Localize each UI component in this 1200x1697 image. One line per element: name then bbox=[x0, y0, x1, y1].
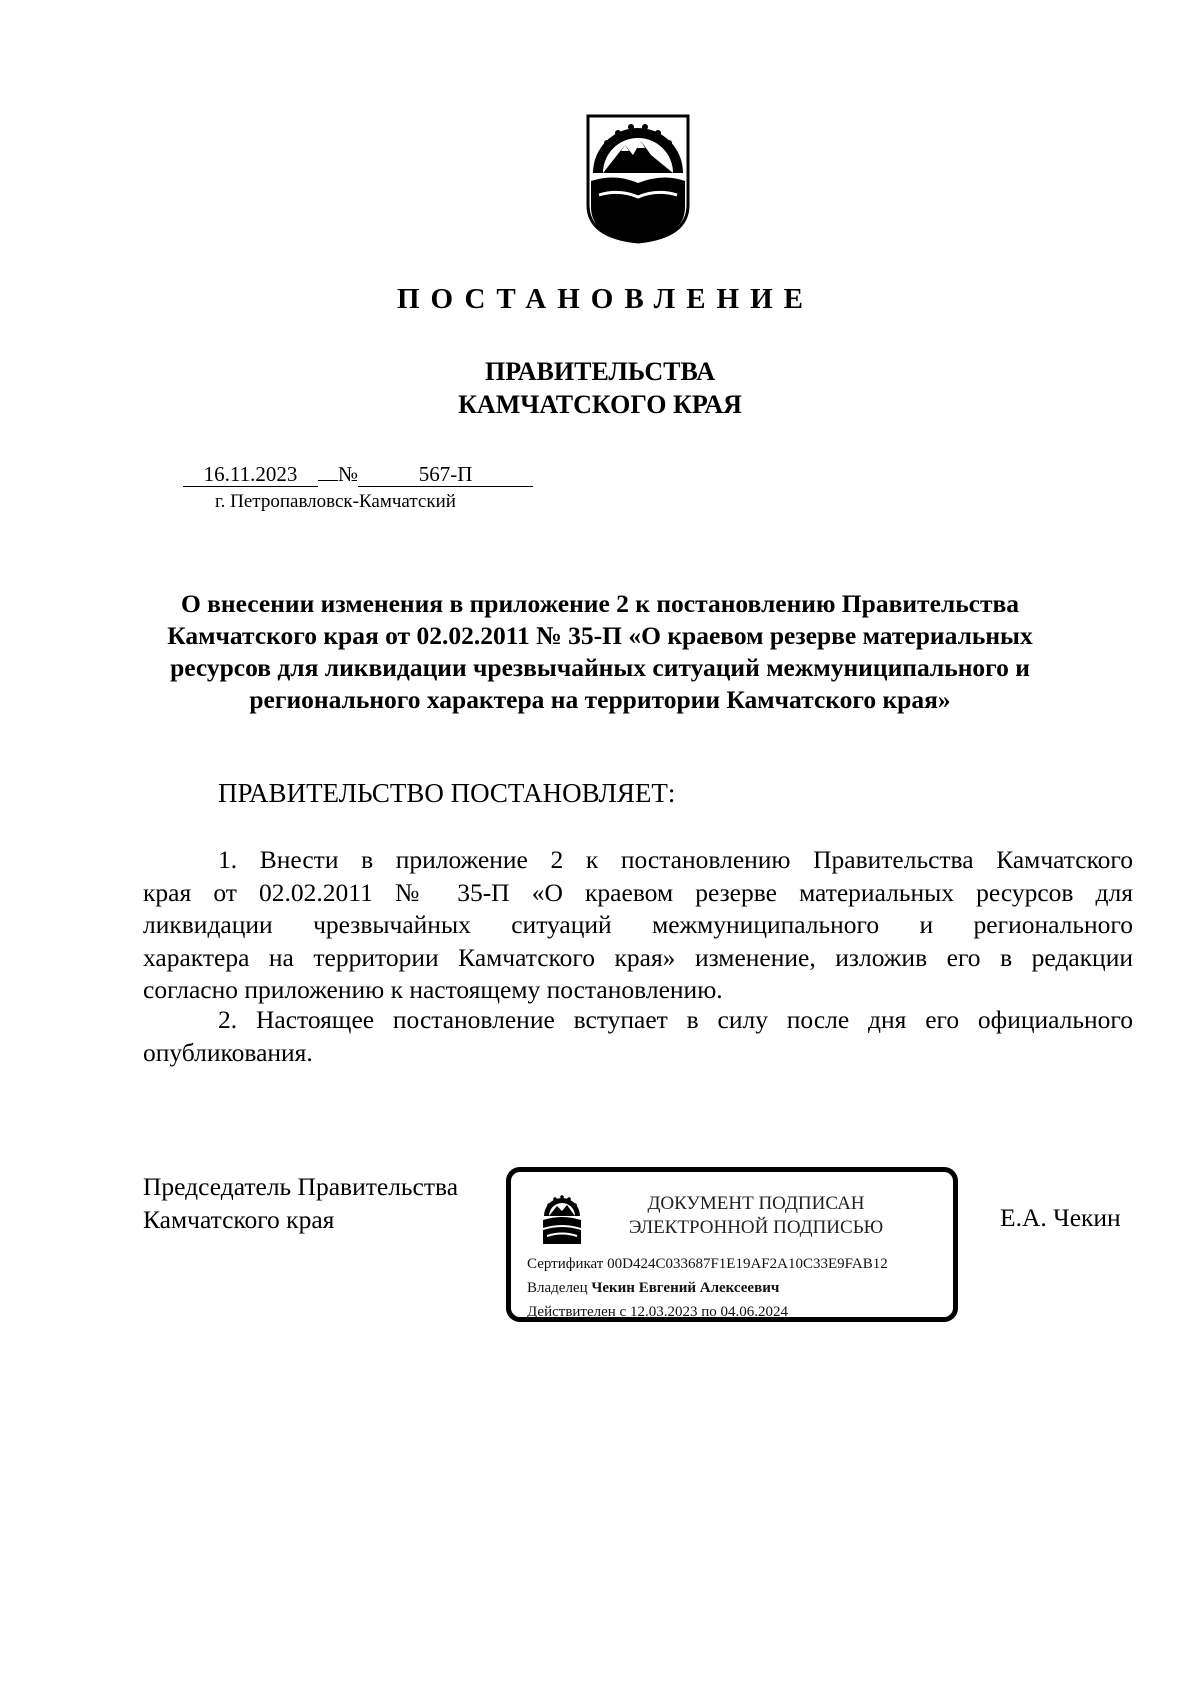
valid-from-label: Действителен с bbox=[527, 1304, 627, 1320]
owner-value: Чекин Евгений Алексеевич bbox=[591, 1280, 780, 1296]
paragraph-line: края от 02.02.2011 № 35-П «О краевом резерве материальных ресурсов для bbox=[143, 877, 1133, 907]
paragraph-line: характера на территории Камчатского края» изменение, изложив его в редакции bbox=[143, 942, 1133, 972]
stamp-emblem-icon bbox=[541, 1192, 583, 1246]
stamp-details bbox=[527, 1252, 888, 1324]
authority-line-2: КАМЧАТСКОГО КРАЯ bbox=[458, 390, 742, 419]
validity-row bbox=[527, 1300, 888, 1324]
authority-line-1: ПРАВИТЕЛЬСТВА bbox=[485, 357, 715, 386]
date-number-line bbox=[183, 462, 533, 487]
paragraph-line: 2. Настоящее постановление вступает в силу после дня его официального bbox=[218, 1005, 1133, 1034]
stamp-heading-line-1: ДОКУМЕНТ ПОДПИСАН bbox=[647, 1193, 865, 1214]
stamp-heading bbox=[606, 1192, 906, 1240]
paragraph-2 bbox=[143, 1004, 1133, 1069]
certificate-value: 00D424C033687F1E19AF2A10C33E9FAB12 bbox=[607, 1256, 888, 1272]
stamp-heading-line-2: ЭЛЕКТРОННОЙ ПОДПИСЬЮ bbox=[628, 1217, 884, 1238]
document-type-heading: ПОСТАНОВЛЕНИЕ bbox=[396, 283, 814, 315]
paragraph-line: 1. Внести в приложение 2 к постановлению Правительства Камчатского bbox=[218, 845, 1133, 874]
title-line: О внесении изменения в приложение 2 к постановлению Правительства bbox=[180, 589, 1020, 618]
issuing-authority bbox=[0, 355, 1200, 421]
certificate-label: Сертификат bbox=[527, 1256, 604, 1272]
title-line: Камчатского края от 02.02.2011 № 35-П «О краевом резерве материальных bbox=[167, 621, 1033, 650]
owner-label: Владелец bbox=[527, 1280, 588, 1296]
underline-gap bbox=[318, 480, 338, 481]
valid-to-label: по bbox=[701, 1304, 717, 1320]
owner-row bbox=[527, 1276, 888, 1300]
document-date: 16.11.2023 bbox=[183, 462, 318, 487]
paragraph-line: опубликования. bbox=[143, 1037, 313, 1067]
document-number: 567-П bbox=[358, 462, 533, 487]
coat-of-arms-icon bbox=[585, 113, 691, 244]
signer-position-line-1: Председатель Правительства bbox=[143, 1172, 459, 1201]
valid-from-value: 12.03.2023 bbox=[629, 1304, 698, 1320]
place-of-issue: г. Петропавловск-Камчатский bbox=[215, 491, 456, 512]
number-sign: № bbox=[338, 462, 359, 486]
paragraph-line: ликвидации чрезвычайных ситуаций межмуниципального и регионального bbox=[143, 910, 1133, 939]
title-line: ресурсов для ликвидации чрезвычайных ситуаций межмуниципального и bbox=[170, 653, 1030, 682]
paragraph-1 bbox=[143, 844, 1133, 1007]
document-title bbox=[110, 588, 1090, 716]
title-line: регионального характера на территории Камчатского края» bbox=[249, 685, 951, 714]
signer-position bbox=[143, 1170, 458, 1236]
certificate-row bbox=[527, 1252, 888, 1276]
paragraph-line: согласно приложению к настоящему постановлению. bbox=[143, 975, 723, 1004]
valid-to-value: 04.06.2024 bbox=[720, 1304, 788, 1320]
signer-position-line-2: Камчатского края bbox=[143, 1205, 335, 1234]
signer-name: Е.А. Чекин bbox=[1000, 1203, 1121, 1232]
decree-statement: ПРАВИТЕЛЬСТВО ПОСТАНОВЛЯЕТ: bbox=[218, 778, 676, 808]
electronic-signature-stamp bbox=[506, 1167, 958, 1322]
